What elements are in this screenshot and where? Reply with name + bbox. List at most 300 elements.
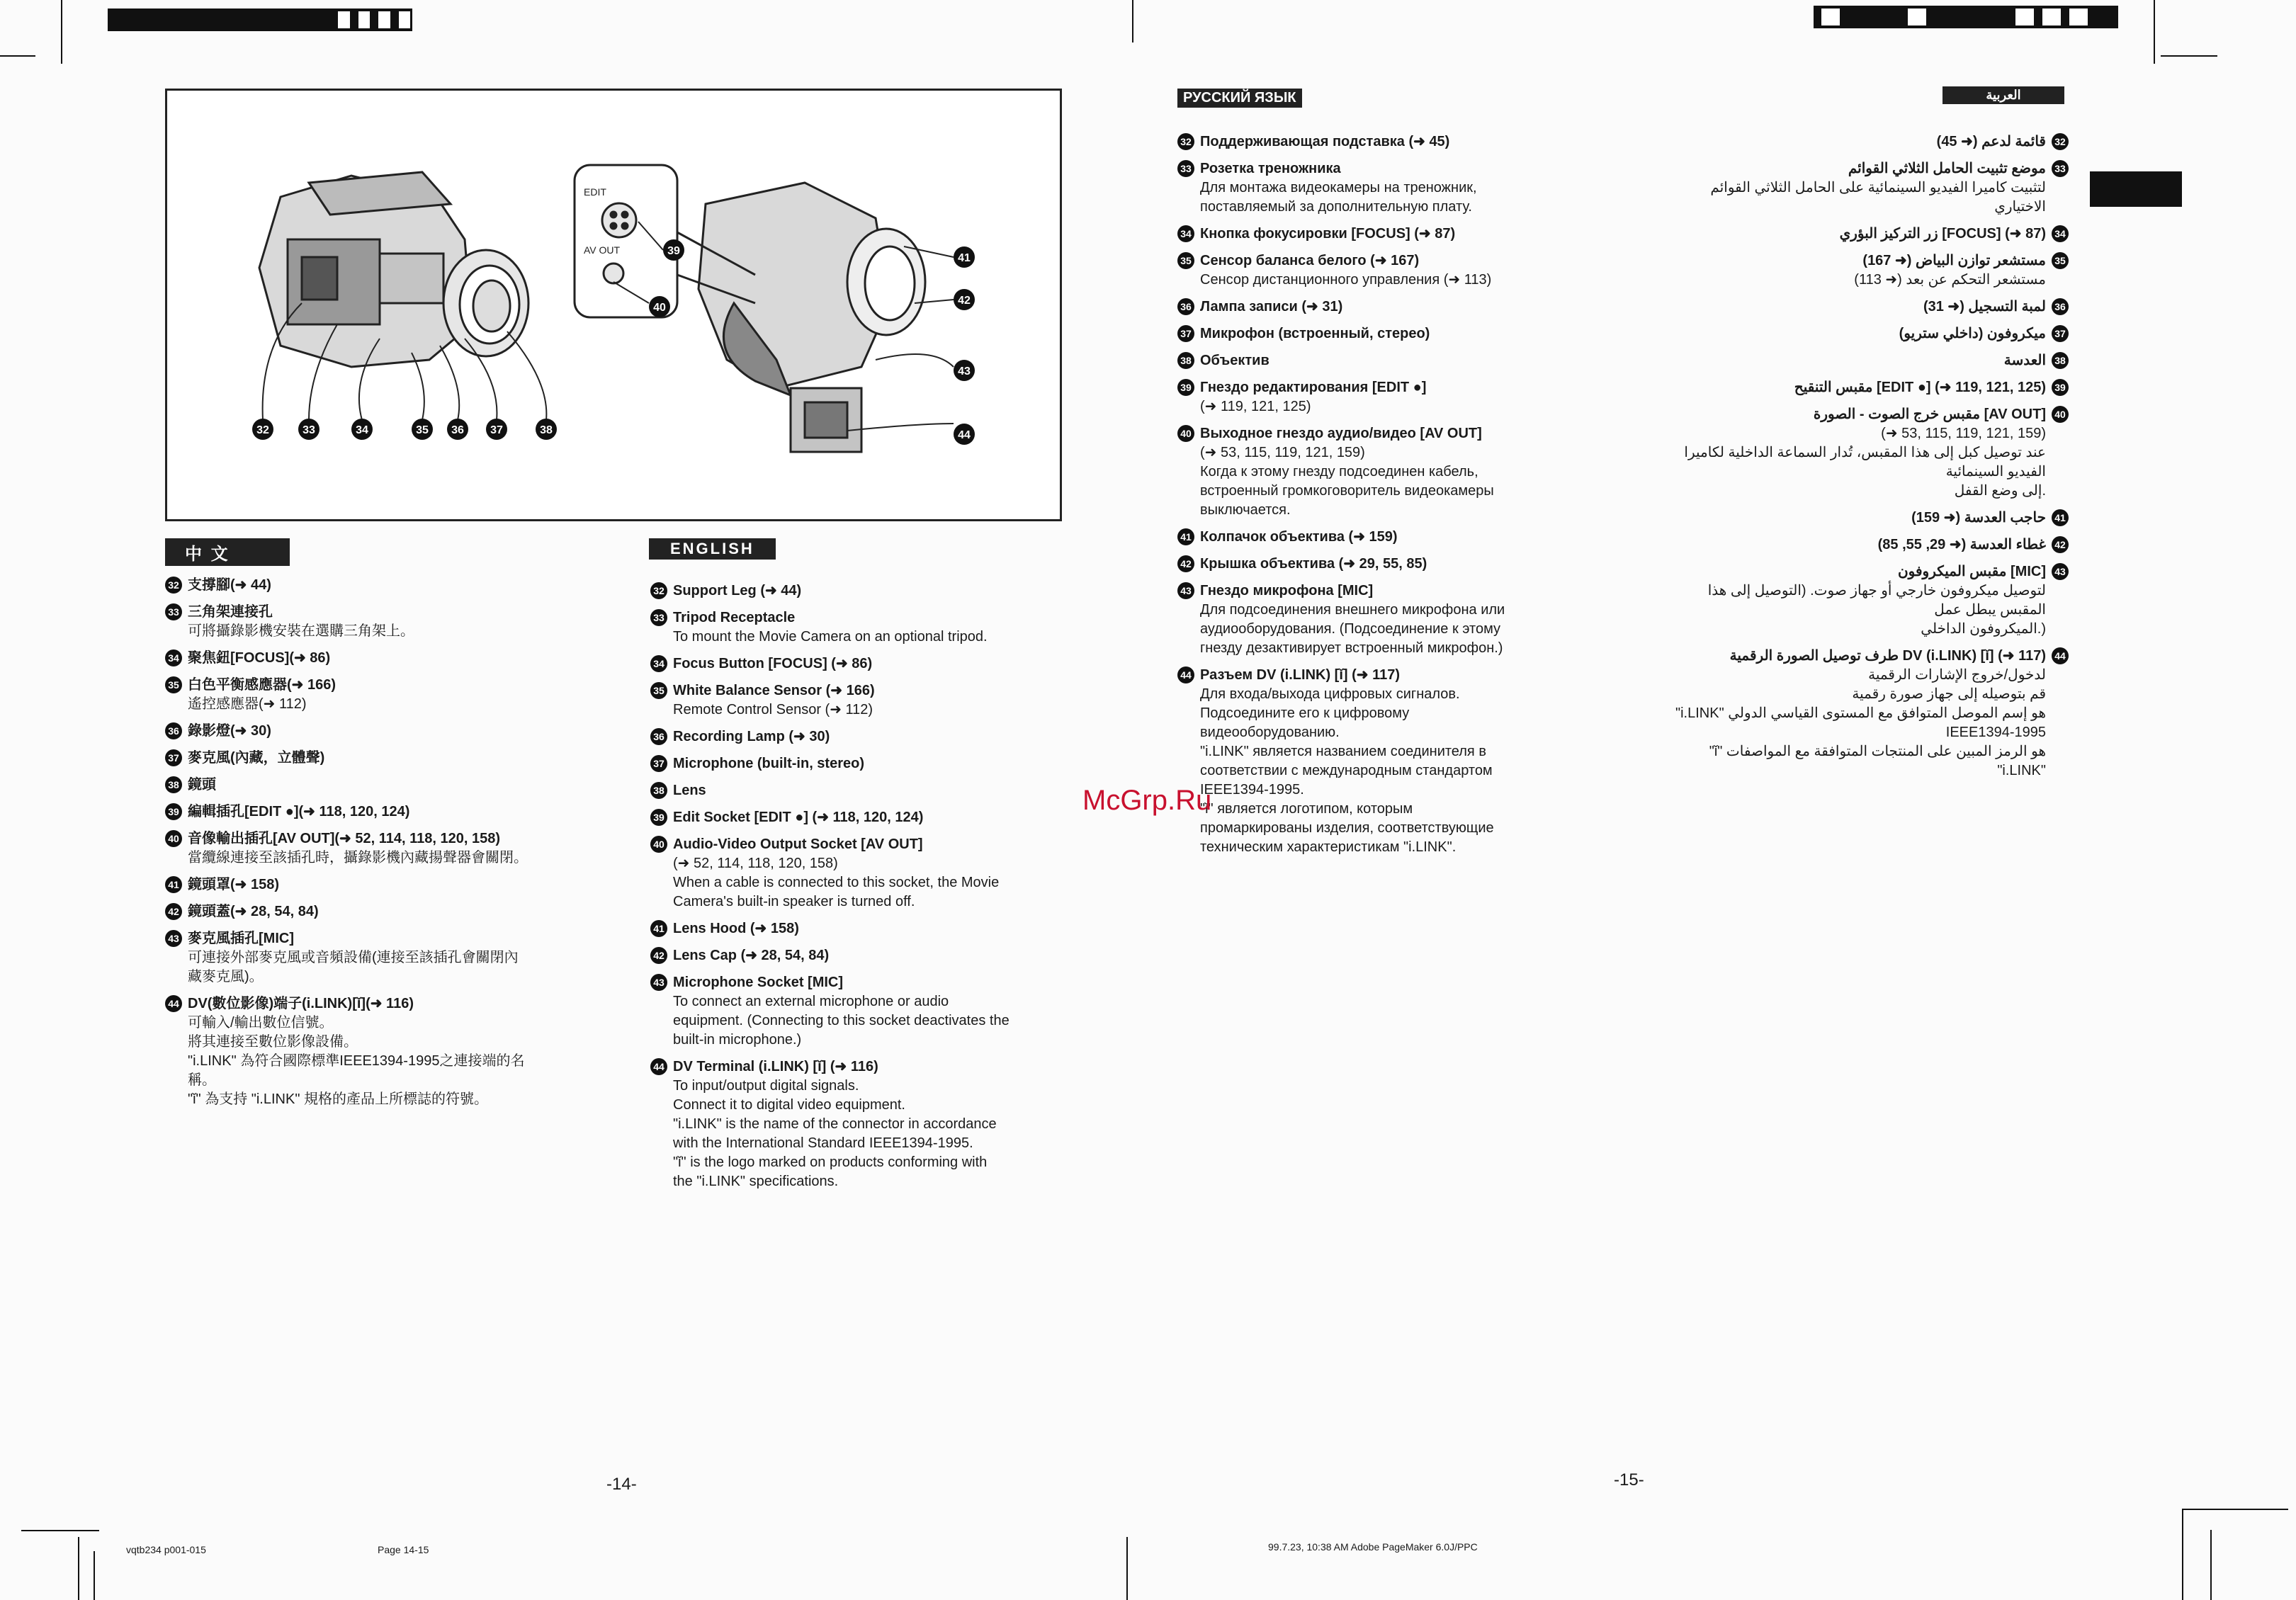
item-description — [1200, 685, 1602, 857]
item-description — [673, 992, 1068, 1050]
list-item — [165, 602, 590, 641]
description-line: 可將攝錄影機安裝在選購三角架上。 — [188, 623, 414, 639]
description-line: гнезду дезактивирует встроенный микрофон.) — [1200, 640, 1503, 656]
item-title: لمبة التسجيل (➜ 31) — [1923, 299, 2046, 314]
header-block — [2067, 6, 2090, 28]
list-item — [1672, 404, 2069, 501]
list-item — [165, 802, 590, 822]
list-item — [1177, 224, 1602, 244]
description-line: When a cable is connected to this socket, the Movie — [673, 875, 1000, 890]
item-title: Кнопка фокусировки [FOCUS] (➜ 87) — [1200, 226, 1456, 242]
description-line: (➜ 53, 115, 119, 121, 159) — [1200, 445, 1365, 460]
item-number-badge: 42 — [2052, 536, 2069, 553]
item-number-badge: 34 — [1177, 225, 1194, 242]
item-number-badge: 42 — [165, 903, 182, 920]
item-title: 鏡頭蓋(➜ 28, 54, 84) — [188, 904, 319, 919]
description-line: قم بتوصيله إلى جهاز صورة رقمية — [1852, 686, 2046, 702]
svg-text:36: 36 — [451, 424, 464, 436]
item-title: Support Leg (➜ 44) — [673, 583, 802, 598]
list-item — [1177, 297, 1602, 317]
svg-text:41: 41 — [958, 252, 971, 264]
description-line: Подсоедините его к цифровому — [1200, 705, 1410, 721]
callout-43 — [954, 360, 975, 381]
header-block — [336, 9, 352, 30]
list-item — [1672, 224, 2069, 244]
description-line: Для подсоединения внешнего микрофона или — [1200, 602, 1505, 618]
header-block — [1819, 6, 1842, 28]
crop-mark — [94, 1551, 95, 1600]
description-line: To mount the Movie Camera on an optional tripod. — [673, 629, 988, 645]
item-number-badge: 44 — [650, 1058, 667, 1075]
item-description — [1672, 581, 2046, 639]
item-title: موضع تثبيت الحامل الثلاثي القوائم — [1848, 161, 2046, 176]
item-number-badge: 35 — [650, 682, 667, 699]
item-description — [1672, 424, 2046, 501]
item-title: Разъем DV (i.LINK) [ǐ] (➜ 117) — [1200, 667, 1401, 683]
item-number-badge: 37 — [650, 755, 667, 772]
russian-section-label: РУССКИЙ ЯЗЫК — [1177, 89, 1302, 108]
description-line: соответствии с международным стандартом — [1200, 763, 1493, 778]
list-item — [1672, 297, 2069, 317]
description-line: 當纜線連接至該插孔時，攝錄影機內藏揚聲器會關閉。 — [188, 850, 528, 866]
footer-file-name: vqtb234 p001-015 — [126, 1544, 206, 1555]
item-title: DV Terminal (i.LINK) [ǐ] (➜ 116) — [673, 1059, 878, 1074]
edit-label: EDIT — [584, 186, 606, 198]
item-number-badge: 43 — [650, 974, 667, 991]
item-number-badge: 39 — [1177, 379, 1194, 396]
list-item — [1672, 378, 2069, 397]
crop-mark — [2161, 55, 2217, 57]
side-tab-marker — [2090, 171, 2182, 207]
list-item — [165, 648, 590, 668]
list-item — [1672, 159, 2069, 217]
item-description — [1200, 601, 1602, 658]
description-line: "ǐ" 為支持 "i.LINK" 規格的產品上所標誌的符號。 — [188, 1091, 488, 1107]
english-parts-list — [650, 581, 1068, 1198]
camera-illustration — [167, 91, 1060, 519]
description-line: 將其連接至數位影像設備。 — [188, 1034, 358, 1050]
item-number-badge: 35 — [2052, 252, 2069, 269]
list-item — [1177, 527, 1602, 547]
item-title: Microphone (built-in, stereo) — [673, 756, 864, 771]
item-title: Audio-Video Output Socket [AV OUT] — [673, 836, 923, 852]
description-line: встроенный громкоговоритель видеокамеры — [1200, 483, 1494, 499]
description-line: IEEE1394-1995. — [1200, 782, 1304, 798]
callout-39 — [663, 239, 684, 261]
item-title: Лампа записи (➜ 31) — [1200, 299, 1343, 314]
russian-parts-list — [1177, 132, 1602, 864]
item-number-badge: 35 — [165, 676, 182, 693]
item-number-badge: 41 — [650, 920, 667, 937]
item-description — [1672, 271, 2046, 290]
description-line: إلى وضع القفل. — [1954, 483, 2046, 499]
camera-figure — [165, 89, 1062, 521]
item-description — [188, 695, 590, 714]
svg-text:38: 38 — [540, 424, 553, 436]
item-description — [673, 1077, 1068, 1191]
item-title: مستشعر توازن البياض (➜ 167) — [1862, 253, 2046, 268]
list-item — [165, 875, 590, 895]
item-title: 支撐腳(➜ 44) — [188, 577, 271, 593]
item-number-badge: 32 — [165, 577, 182, 594]
page-number-right: -15- — [1614, 1470, 1644, 1490]
item-title: 白色平衡感應器(➜ 166) — [188, 677, 337, 693]
callout-42 — [954, 289, 975, 310]
item-number-badge: 32 — [2052, 133, 2069, 150]
list-item — [1177, 324, 1602, 344]
list-item — [165, 748, 590, 768]
item-number-badge: 44 — [165, 995, 182, 1012]
item-number-badge: 33 — [1177, 160, 1194, 177]
footer-page-range: Page 14-15 — [378, 1544, 429, 1555]
item-number-badge: 42 — [650, 947, 667, 964]
item-title: 錄影燈(➜ 30) — [188, 723, 271, 739]
description-line: the "i.LINK" specifications. — [673, 1174, 839, 1189]
description-line: техническим характеристикам "i.LINK". — [1200, 839, 1457, 855]
callout-41 — [954, 246, 975, 268]
item-number-badge: 33 — [165, 603, 182, 620]
description-line: Camera's built-in speaker is turned off. — [673, 894, 915, 909]
item-title: Розетка треножника — [1200, 161, 1341, 176]
item-title: DV(數位影像)端子(i.LINK)[ǐ](➜ 116) — [188, 996, 414, 1011]
item-number-badge: 39 — [2052, 379, 2069, 396]
callout-34 — [351, 419, 373, 440]
callout-32 — [252, 419, 273, 440]
list-item — [165, 929, 590, 987]
item-description — [1672, 178, 2046, 217]
right-header-bar — [1814, 6, 2118, 28]
header-block — [2013, 6, 2036, 28]
description-line: Для входа/выхода цифровых сигналов. — [1200, 686, 1460, 702]
item-title: ميكروفون (داخلي ستريو) — [1899, 326, 2046, 341]
list-item — [1177, 424, 1602, 520]
description-line: Connect it to digital video equipment. — [673, 1097, 905, 1113]
description-line: equipment. (Connecting to this socket deactivates the — [673, 1013, 1010, 1028]
svg-text:32: 32 — [256, 424, 269, 436]
item-title: مقبس خرج الصوت - الصورة [AV OUT] — [1813, 407, 2046, 422]
list-item — [650, 919, 1068, 938]
crop-mark — [61, 0, 62, 64]
list-item — [1672, 535, 2069, 555]
chinese-parts-list — [165, 575, 590, 1116]
item-number-badge: 40 — [165, 830, 182, 847]
list-item — [1177, 378, 1602, 416]
item-number-badge: 36 — [650, 728, 667, 745]
list-item — [165, 721, 590, 741]
item-description — [188, 849, 590, 868]
description-line: (➜ 52, 114, 118, 120, 158) — [673, 856, 838, 871]
description-line: Сенсор дистанционного управления (➜ 113) — [1200, 272, 1492, 288]
item-title: طرف توصيل الصورة الرقمية DV (i.LINK) [ǐ] (➜ 117) — [1729, 648, 2046, 664]
item-number-badge: 36 — [1177, 298, 1194, 315]
item-number-badge: 36 — [165, 722, 182, 739]
item-number-badge: 41 — [165, 876, 182, 893]
item-number-badge: 43 — [165, 930, 182, 947]
description-line: поставляемый за дополнительную плату. — [1200, 199, 1472, 215]
item-title: حاجب العدسة (➜ 159) — [1911, 510, 2046, 526]
callout-36 — [447, 419, 468, 440]
svg-text:44: 44 — [958, 429, 971, 441]
item-title: Колпачок объектива (➜ 159) — [1200, 529, 1398, 545]
item-title: العدسة — [2003, 353, 2046, 368]
header-block — [376, 9, 392, 30]
item-number-badge: 40 — [650, 836, 667, 853]
item-title: زر التركيز البؤري [FOCUS] (➜ 87) — [1839, 226, 2046, 242]
list-item — [1177, 132, 1602, 152]
list-item — [650, 654, 1068, 674]
item-number-badge: 42 — [1177, 555, 1194, 572]
description-line: 藏麥克風)。 — [188, 969, 264, 985]
footer-print-info: 99.7.23, 10:38 AM Adobe PageMaker 6.0J/PPC — [1268, 1541, 1478, 1553]
description-line: (➜ 53, 115, 119, 121, 159) — [1881, 426, 2046, 441]
description-line: 遙控感應器(➜ 112) — [188, 696, 307, 712]
description-line: الميكروفون الداخلي.) — [1921, 621, 2046, 637]
list-item — [165, 994, 590, 1109]
list-item — [650, 781, 1068, 800]
description-line: "ǐ" является логотипом, которым — [1200, 801, 1413, 817]
svg-text:43: 43 — [958, 365, 971, 378]
item-title: 音像輸出插孔[AV OUT](➜ 52, 114, 118, 120, 158) — [188, 831, 500, 846]
item-description — [188, 622, 590, 641]
item-number-badge: 35 — [1177, 252, 1194, 269]
chinese-section-label: 中 文 — [165, 538, 290, 566]
item-description — [188, 948, 590, 987]
description-line: 稱。 — [188, 1072, 216, 1088]
item-number-badge: 38 — [650, 782, 667, 799]
list-item — [650, 608, 1068, 647]
item-number-badge: 32 — [1177, 133, 1194, 150]
item-title: 聚焦鈕[FOCUS](➜ 86) — [188, 650, 331, 666]
item-title: Микрофон (встроенный, стерео) — [1200, 326, 1430, 341]
description-line: To connect an external microphone or audio — [673, 994, 949, 1009]
item-number-badge: 38 — [165, 776, 182, 793]
svg-text:40: 40 — [653, 302, 666, 314]
left-header-bar — [108, 8, 412, 31]
description-line: "i.LINK" 為符合國際標準IEEE1394-1995之連接端的名 — [188, 1053, 525, 1069]
item-number-badge: 43 — [1177, 582, 1194, 599]
item-number-badge: 37 — [165, 749, 182, 766]
callout-38 — [536, 419, 557, 440]
header-block — [356, 9, 373, 30]
description-line: 可連接外部麥克風或音頻設備(連接至該插孔會關閉內 — [188, 950, 519, 965]
description-line: Когда к этому гнезду подсоединен кабель, — [1200, 464, 1478, 480]
description-line: "ǐ" is the logo marked on products conforming with — [673, 1154, 988, 1170]
header-block — [2040, 6, 2063, 28]
item-number-badge: 44 — [1177, 666, 1194, 683]
item-description — [673, 700, 1068, 720]
list-item — [1177, 351, 1602, 370]
list-item — [1672, 562, 2069, 639]
item-description — [188, 1014, 590, 1109]
item-title: Гнездо редактирования [EDIT ●] — [1200, 380, 1427, 395]
watermark-text: McGrp.Ru — [1082, 785, 1212, 816]
item-title: Гнездо микрофона [MIC] — [1200, 583, 1374, 598]
list-item — [1672, 351, 2069, 370]
svg-text:39: 39 — [667, 245, 680, 257]
item-title: Lens Cap (➜ 28, 54, 84) — [673, 948, 830, 963]
crop-mark — [21, 1530, 99, 1531]
description-line: "i.LINK" هو إسم الموصل المتوافق مع المستوى القياسي الدولي — [1675, 705, 2046, 721]
item-title: Tripod Receptacle — [673, 610, 796, 625]
item-title: 編輯插孔[EDIT ●](➜ 118, 120, 124) — [188, 804, 410, 819]
description-line: 可輸入/輸出數位信號。 — [188, 1015, 334, 1031]
item-number-badge: 33 — [650, 609, 667, 626]
item-title: Поддерживающая подставка (➜ 45) — [1200, 134, 1450, 149]
item-description — [1200, 178, 1602, 217]
callout-33 — [298, 419, 319, 440]
svg-text:34: 34 — [356, 424, 368, 436]
item-title: 麥克風(內藏，立體聲) — [188, 750, 325, 766]
item-description — [1200, 443, 1602, 520]
item-description — [673, 854, 1068, 912]
item-title: 三角架連接孔 — [188, 604, 273, 620]
item-number-badge: 37 — [1177, 325, 1194, 342]
list-item — [165, 575, 590, 595]
list-item — [165, 675, 590, 714]
svg-text:35: 35 — [416, 424, 429, 436]
crop-mark — [0, 55, 35, 57]
description-line: عند توصيل كبل إلى هذا المقبس، تُدار السماعة الداخلية لكاميرا الفيديو السينمائية — [1684, 445, 2046, 480]
avout-label: AV OUT — [584, 244, 621, 256]
list-item — [650, 946, 1068, 965]
item-number-badge: 33 — [2052, 160, 2069, 177]
item-number-badge: 32 — [650, 582, 667, 599]
item-description — [1672, 666, 2046, 781]
list-item — [165, 775, 590, 795]
list-item — [165, 829, 590, 868]
list-item — [650, 754, 1068, 773]
list-item — [650, 1057, 1068, 1191]
item-title: مقبس الميكروفون [MIC] — [1897, 564, 2046, 579]
item-description — [1200, 271, 1602, 290]
item-title: Объектив — [1200, 353, 1269, 368]
item-number-badge: 41 — [2052, 509, 2069, 526]
header-block — [1906, 6, 1928, 28]
list-item — [650, 972, 1068, 1050]
description-line: built-in microphone.) — [673, 1032, 802, 1048]
camera-left-view — [259, 172, 472, 367]
item-title: Focus Button [FOCUS] (➜ 86) — [673, 656, 873, 671]
list-item — [1672, 132, 2069, 152]
list-item — [1177, 665, 1602, 857]
callout-35 — [412, 419, 433, 440]
item-title: Крышка объектива (➜ 29, 55, 85) — [1200, 556, 1427, 572]
arabic-section-label: العربية — [1942, 86, 2064, 104]
item-title: مقبس التنقيح [EDIT ●] (➜ 119, 121, 125) — [1794, 380, 2046, 395]
item-title: Выходное гнездо аудио/видео [AV OUT] — [1200, 426, 1482, 441]
item-number-badge: 40 — [2052, 406, 2069, 423]
item-number-badge: 37 — [2052, 325, 2069, 342]
lens-left — [443, 250, 528, 356]
list-item — [650, 581, 1068, 601]
description-line: Для монтажа видеокамеры на треножник, — [1200, 180, 1477, 195]
item-title: Recording Lamp (➜ 30) — [673, 729, 830, 744]
item-number-badge: 38 — [1177, 352, 1194, 369]
description-line: To input/output digital signals. — [673, 1078, 859, 1094]
list-item — [1177, 251, 1602, 290]
description-line: промаркированы изделия, соответствующие — [1200, 820, 1494, 836]
item-number-badge: 41 — [1177, 528, 1194, 545]
list-item — [165, 902, 590, 921]
crop-mark — [2182, 1509, 2183, 1600]
callouts-left — [252, 419, 557, 440]
callout-37 — [486, 419, 507, 440]
item-number-badge: 38 — [2052, 352, 2069, 369]
description-line: "ǐ" هو الرمز المبين على المنتجات المتوافقة مع المواصفات "i.LINK" — [1709, 744, 2046, 778]
item-number-badge: 39 — [650, 809, 667, 826]
description-line: "i.LINK" is the name of the connector in accordance — [673, 1116, 997, 1132]
item-title: White Balance Sensor (➜ 166) — [673, 683, 875, 698]
page-number-left: -14- — [606, 1475, 637, 1494]
item-number-badge: 39 — [165, 803, 182, 820]
item-description — [673, 628, 1068, 647]
description-line: Remote Control Sensor (➜ 112) — [673, 702, 873, 717]
item-title: Lens — [673, 783, 706, 798]
description-line: IEEE1394-1995 — [1945, 725, 2046, 740]
crop-mark — [78, 1537, 79, 1600]
description-line: لتوصيل ميكروفون خارجي أو جهاز صوت. (التوصيل إلى هذا المقبس يبطل عمل — [1707, 583, 2046, 618]
list-item — [650, 681, 1068, 720]
item-number-badge: 34 — [650, 655, 667, 672]
item-number-badge: 44 — [2052, 647, 2069, 664]
list-item — [1672, 324, 2069, 344]
item-number-badge: 34 — [165, 649, 182, 666]
list-item — [1672, 508, 2069, 528]
list-item — [1177, 581, 1602, 658]
list-item — [1672, 251, 2069, 290]
crop-mark — [1132, 0, 1133, 42]
arabic-parts-list — [1672, 132, 2069, 788]
svg-text:42: 42 — [958, 295, 971, 307]
description-line: with the International Standard IEEE1394-1995. — [673, 1135, 973, 1151]
crop-mark — [2182, 1509, 2288, 1510]
description-line: видеооборудованию. — [1200, 725, 1340, 740]
item-number-badge: 43 — [2052, 563, 2069, 580]
lens-right — [847, 229, 925, 335]
item-number-badge: 40 — [1177, 425, 1194, 442]
crop-mark — [1126, 1537, 1128, 1600]
list-item — [650, 834, 1068, 912]
callout-44 — [954, 424, 975, 445]
item-title: 鏡頭罩(➜ 158) — [188, 877, 280, 892]
item-title: Lens Hood (➜ 158) — [673, 921, 799, 936]
item-title: غطاء العدسة (➜ 29, 55, 85) — [1877, 537, 2046, 552]
item-title: قائمة لدعم (➜ 45) — [1936, 134, 2046, 149]
svg-text:33: 33 — [302, 424, 315, 436]
description-line: (➜ 119, 121, 125) — [1200, 399, 1311, 414]
crop-mark — [2154, 0, 2155, 64]
item-number-badge: 36 — [2052, 298, 2069, 315]
list-item — [650, 807, 1068, 827]
description-line: لدخول/خروج الإشارات الرقمية — [1868, 667, 2046, 683]
item-description — [1200, 397, 1602, 416]
list-item — [650, 727, 1068, 747]
description-line: مستشعر التحكم عن بعد (➜ 113) — [1854, 272, 2046, 288]
svg-text:37: 37 — [490, 424, 503, 436]
description-line: выключается. — [1200, 502, 1291, 518]
list-item — [1177, 554, 1602, 574]
english-section-label: ENGLISH — [649, 538, 776, 560]
description-line: аудиооборудования. (Подсоединение к этому — [1200, 621, 1501, 637]
item-title: 麥克風插孔[MIC] — [188, 931, 294, 946]
crop-mark — [2210, 1530, 2212, 1600]
item-title: 鏡頭 — [188, 777, 216, 793]
item-title: Edit Socket [EDIT ●] (➜ 118, 120, 124) — [673, 810, 924, 825]
description-line: لتثبيت كاميرا الفيديو السينمائية على الحامل الثلاثي القوائم الاختياري — [1710, 180, 2046, 215]
item-title: Microphone Socket [MIC] — [673, 975, 844, 990]
callout-40 — [649, 296, 670, 317]
description-line: "i.LINK" является названием соединителя в — [1200, 744, 1486, 759]
